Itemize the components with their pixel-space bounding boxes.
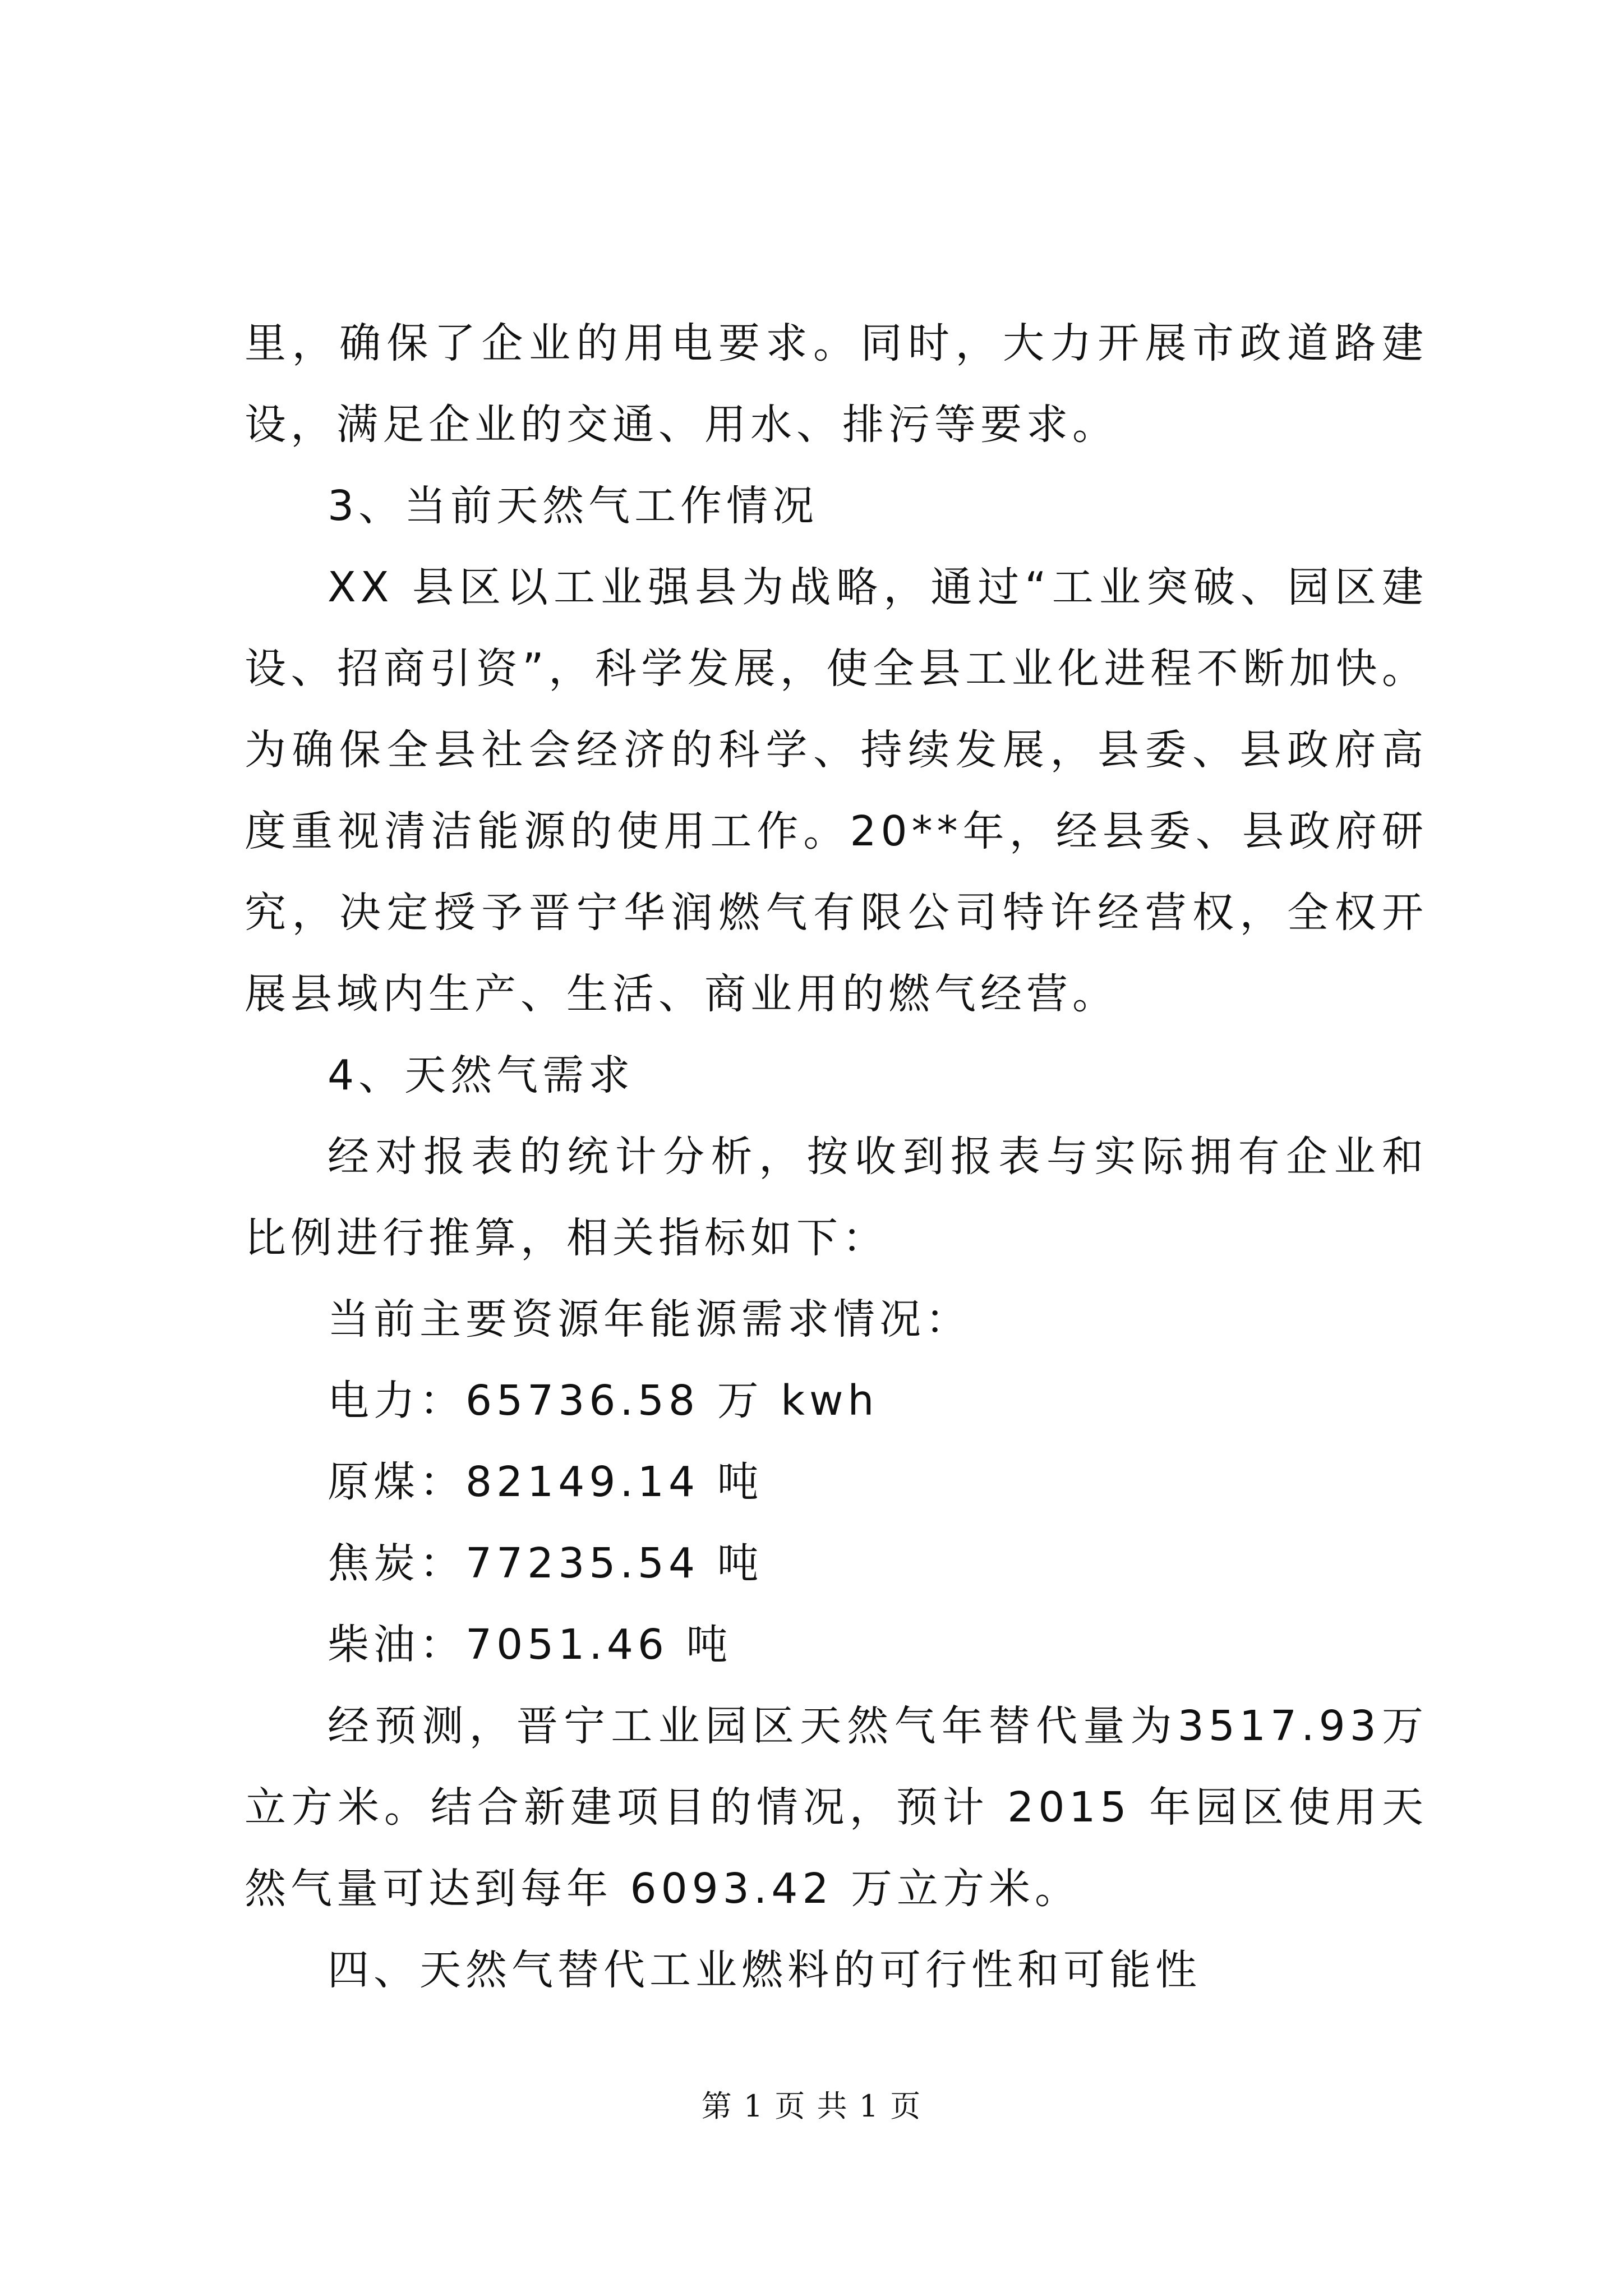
body-paragraph: 里，确保了企业的用电要求。同时，大力开展市政道路建设，满足企业的交通、用水、排污等要求。 [245, 319, 1428, 449]
body-paragraph: 经对报表的统计分析，按收到报表与实际拥有企业和比例进行推算，相关指标如下： [245, 1133, 1428, 1262]
body-paragraph: XX 县区以工业强县为战略，通过“工业突破、园区建设、招商引资”，科学发展，使全县工业化进程不断加快。为确保全县社会经济的科学、持续发展，县委、县政府高度重视清洁能源的使用工作。20**年，经县委、县政府研究，决定授予晋宁华润燃气有限公司特许经营权，全权开展县域内生产、生活、商业用的燃气经营。 [245, 563, 1428, 1018]
section-heading: 4、天然气需求 [328, 1051, 635, 1099]
body-paragraph: 经预测，晋宁工业园区天然气年替代量为3517.93万立方米。结合新建项目的情况，预计 2015 年园区使用天然气量可达到每年 6093.42 万立方米。 [245, 1702, 1428, 1913]
section-heading: 3、当前天然气工作情况 [328, 482, 819, 530]
page-number-footer: 第 1 页 共 1 页 [701, 2088, 922, 2124]
section-heading: 四、天然气替代工业燃料的可行性和可能性 [328, 1946, 1201, 1994]
document-body [245, 303, 1428, 2011]
energy-demand-item: 柴油：7051.46 吨 [328, 1621, 732, 1669]
energy-demand-item: 电力：65736.58 万 kwh [328, 1377, 879, 1425]
energy-demand-item: 焦炭：77235.54 吨 [328, 1539, 763, 1588]
energy-demand-item: 原煤：82149.14 吨 [328, 1458, 763, 1506]
body-paragraph: 当前主要资源年能源需求情况： [328, 1295, 971, 1343]
